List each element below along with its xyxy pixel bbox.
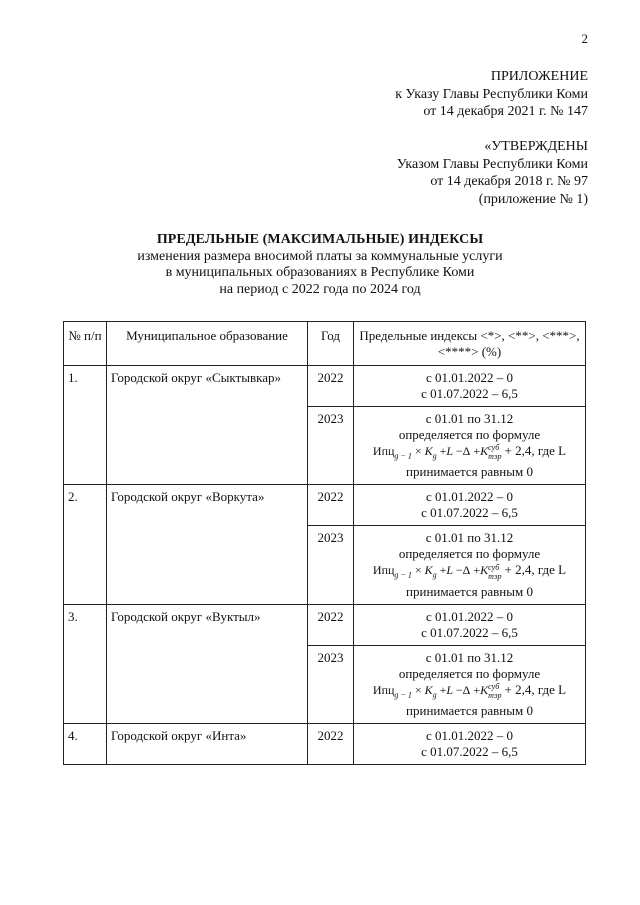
- row-number: 3.: [64, 604, 107, 723]
- index-method: определяется по формуле: [398, 427, 541, 442]
- header-year: Год: [308, 322, 354, 366]
- year-cell: 2023: [308, 407, 354, 485]
- table-row: [64, 604, 586, 645]
- appendix-label: ПРИЛОЖЕНИЕ: [490, 69, 588, 84]
- year-cell: 2022: [308, 724, 354, 765]
- year-cell: 2022: [308, 485, 354, 526]
- subtitle-line-2: в муниципальных образованиях в Республике Коми: [165, 265, 475, 280]
- row-number: 4.: [64, 724, 107, 765]
- index-period-2: с 01.07.2022 – 6,5: [421, 624, 518, 640]
- index-period-1: с 01.01.2022 – 0: [425, 370, 514, 385]
- municipality-name: Городской округ «Воркута»: [107, 485, 308, 604]
- index-period: с 01.01 по 31.12: [425, 411, 514, 426]
- municipality-name: Городской округ «Сыктывкар»: [107, 366, 308, 485]
- index-cell: [354, 604, 586, 645]
- header-indices: Предельные индексы <*>, <**>, <***>, <****> (%): [354, 322, 586, 366]
- index-period-1: с 01.01.2022 – 0: [425, 728, 514, 744]
- index-cell: [354, 526, 586, 604]
- appendix-decree: к Указу Главы Республики Коми: [395, 86, 588, 102]
- year-cell: 2023: [308, 526, 354, 604]
- year-cell: 2022: [308, 604, 354, 645]
- index-period-2: с 01.07.2022 – 6,5: [421, 505, 518, 521]
- row-number: 2.: [64, 485, 107, 604]
- index-period-2: с 01.07.2022 – 6,5: [421, 386, 518, 401]
- table-row: [64, 366, 586, 407]
- index-cell: [354, 407, 586, 485]
- header-municipality: Муниципальное образование: [107, 322, 308, 366]
- formula: $Ипц_{g - 1} \times K_g +L -\Delta +K$ суб тэр + 2,4, где L: [372, 562, 567, 581]
- index-period-1: с 01.01.2022 – 0: [425, 608, 514, 624]
- formula: $Ипц_{g - 1} \times K_g +L -\Delta +K$ суб тэр + 2,4, где L: [372, 681, 567, 701]
- index-period-2: с 01.07.2022 – 6,5: [421, 744, 518, 760]
- index-period: с 01.01 по 31.12: [425, 649, 514, 665]
- index-cell: [354, 485, 586, 526]
- main-title: ПРЕДЕЛЬНЫЕ (МАКСИМАЛЬНЫЕ) ИНДЕКСЫ: [156, 232, 484, 247]
- index-method: определяется по формуле: [398, 665, 541, 681]
- municipality-name: Городской округ «Вуктыл»: [107, 604, 308, 723]
- indices-table: [63, 321, 586, 765]
- approved-date: от 14 декабря 2018 г. № 97: [430, 174, 588, 189]
- appendix-date: от 14 декабря 2021 г. № 147: [423, 104, 588, 119]
- approved-header: [397, 138, 588, 208]
- index-l-note: принимается равным 0: [406, 464, 533, 480]
- index-cell: [354, 366, 586, 407]
- approved-decree: Указом Главы Республики Коми: [396, 156, 588, 172]
- index-cell: [354, 645, 586, 723]
- approved-annex: (приложение № 1): [478, 191, 588, 207]
- index-l-note: принимается равным 0: [406, 703, 533, 719]
- table-row: [64, 485, 586, 526]
- table-header-row: [64, 322, 586, 366]
- index-cell: [354, 724, 586, 765]
- index-period-1: с 01.01.2022 – 0: [425, 489, 514, 505]
- row-number: 1.: [64, 366, 107, 485]
- year-cell: 2022: [308, 366, 354, 407]
- index-l-note: принимается равным 0: [406, 583, 533, 599]
- subtitle-line-1: изменения размера вносимой платы за коммунальные услуги: [137, 248, 503, 264]
- table-row: [64, 724, 586, 765]
- municipality-name: Городской округ «Инта»: [107, 724, 308, 765]
- subtitle-line-3: на период с 2022 года по 2024 год: [219, 281, 421, 297]
- index-period: с 01.01 по 31.12: [425, 530, 514, 546]
- approved-label: «УТВЕРЖДЕНЫ: [484, 139, 588, 154]
- appendix-header: [395, 68, 588, 121]
- page-number: 2: [581, 31, 588, 46]
- formula: $Ипц_{g - 1} \times K_g +L -\Delta +K$ суб тэр + 2,4, где L: [372, 443, 567, 462]
- header-num: № п/п: [64, 322, 107, 366]
- year-cell: 2023: [308, 645, 354, 723]
- document-title: [0, 232, 640, 298]
- index-method: определяется по формуле: [398, 546, 541, 562]
